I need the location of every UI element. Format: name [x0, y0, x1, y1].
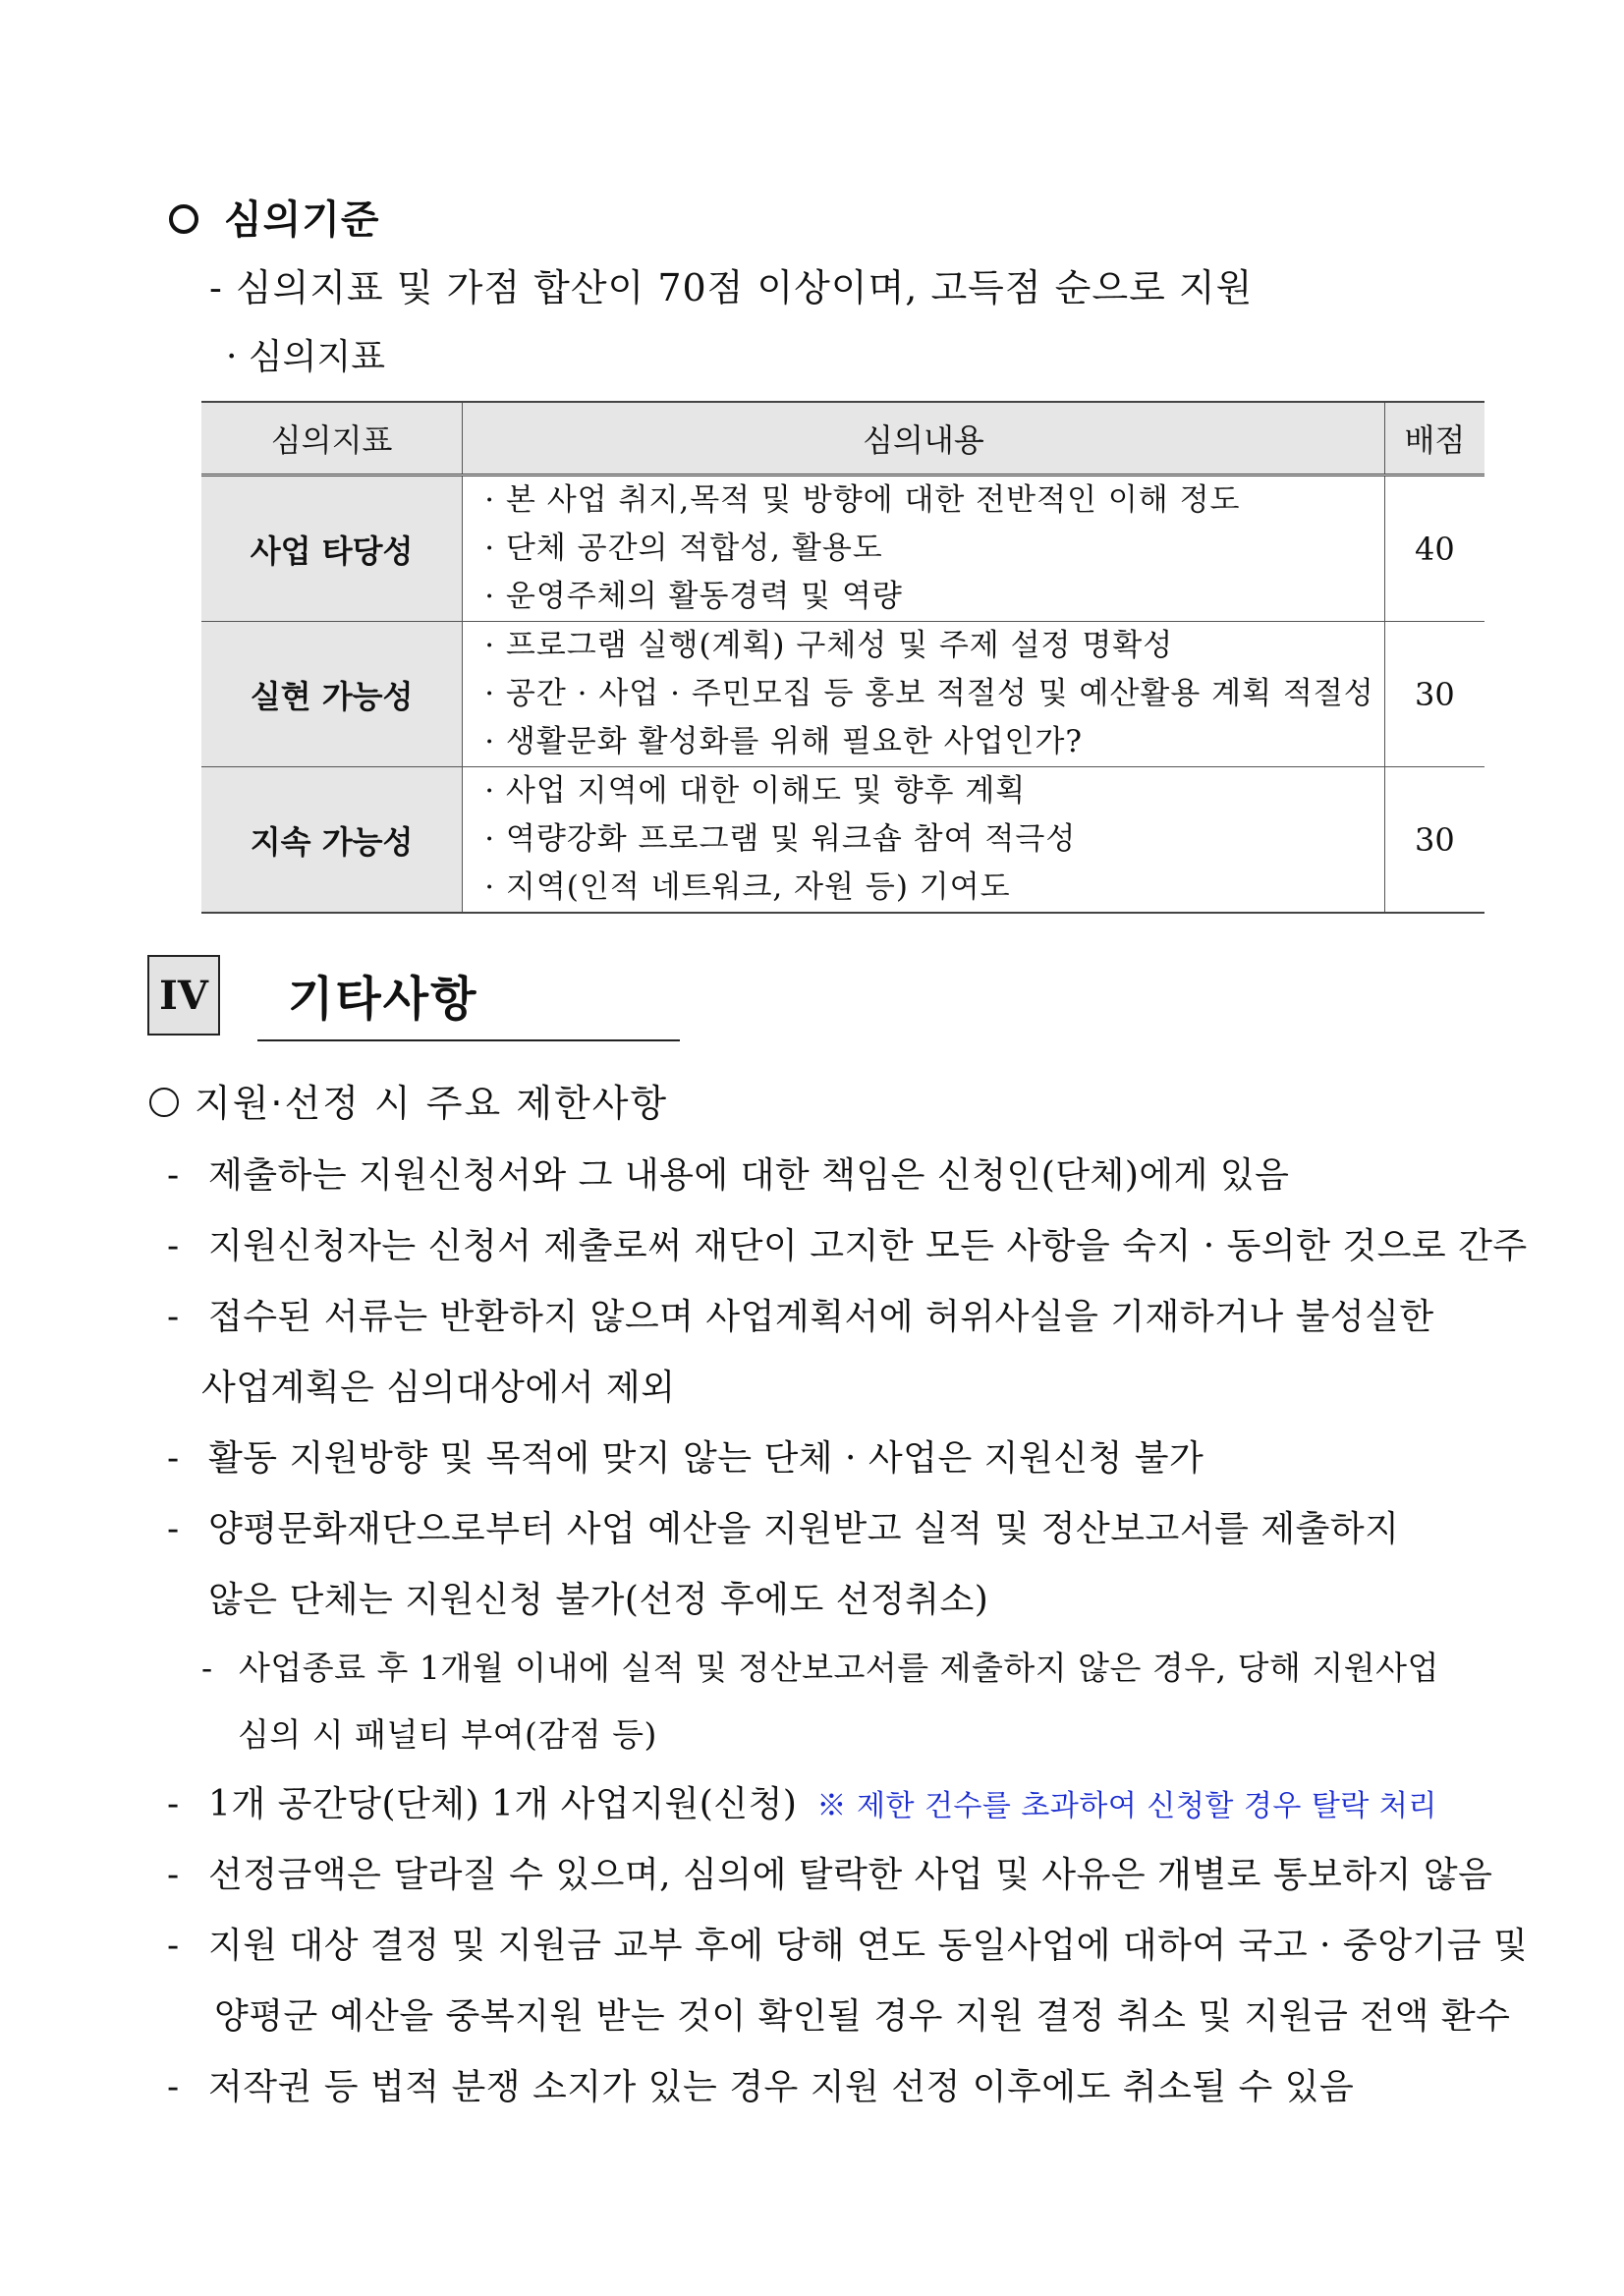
row-label: 사업 타당성: [201, 476, 463, 622]
list-item: - 활동 지원방향 및 목적에 맞지 않는 단체 · 사업은 지원신청 불가: [167, 1438, 1204, 1479]
list-item: - 저작권 등 법적 분쟁 소지가 있는 경우 지원 선정 이후에도 취소될 수 있음: [167, 2067, 1355, 2107]
row-item: · 운영주체의 활동경력 및 역량: [484, 579, 903, 614]
sub-list-item-continuation: 심의 시 패널티 부여(감점 등): [238, 1715, 657, 1754]
list-item: - 지원 대상 결정 및 지원금 교부 후에 당해 연도 동일사업에 대하여 국고 · 중앙기금 및: [167, 1926, 1529, 1966]
row-item: · 프로그램 실행(계획) 구체성 및 주제 설정 명확성: [484, 628, 1174, 663]
circle-bullet-icon: [169, 204, 198, 234]
list-item: - 1개 공간당(단체) 1개 사업지원(신청) ※ 제한 건수를 초과하여 신청할 경우 탈락 처리: [167, 1784, 1437, 1824]
section-underline: [257, 1039, 680, 1041]
section-number-box: IV: [147, 955, 220, 1036]
row-label: 지속 가능성: [201, 767, 463, 914]
row-item: · 공간 · 사업 · 주민모집 등 홍보 적절성 및 예산활용 계획 적절성: [484, 676, 1374, 711]
list-item: - 지원신청자는 신청서 제출로써 재단이 고지한 모든 사항을 숙지 · 동의한 것으로 간주: [167, 1226, 1528, 1266]
header-content: 심의내용: [463, 402, 1385, 476]
list-item: - 선정금액은 달라질 수 있으며, 심의에 탈락한 사업 및 사유은 개별로 통보하지 않음: [167, 1855, 1493, 1895]
note-text: ※ 제한 건수를 초과하여 신청할 경우 탈락 처리: [816, 1789, 1437, 1823]
list-item: - 제출하는 지원신청서와 그 내용에 대한 책임은 신청인(단체)에게 있음: [167, 1155, 1290, 1196]
row-content: [463, 622, 1385, 767]
list-item: - 접수된 서류는 반환하지 않으며 사업계획서에 허위사실을 기재하거나 불성실한: [167, 1297, 1434, 1337]
table-header-row: [201, 402, 1484, 476]
criteria-table: [201, 401, 1484, 914]
row-content: [463, 767, 1385, 914]
row-score: 40: [1384, 476, 1484, 622]
row-item: · 본 사업 취지,목적 및 방향에 대한 전반적인 이해 정도: [484, 482, 1241, 518]
criteria-line: - 심의지표 및 가점 합산이 70점 이상이며, 고득점 순으로 지원: [209, 266, 1254, 309]
criteria-subline: · 심의지표: [226, 337, 385, 377]
table-row: [201, 476, 1484, 622]
restrictions-heading: 지원·선정 시 주요 제한사항: [149, 1073, 668, 1127]
header-indicator: 심의지표: [201, 402, 463, 476]
sub-list-item: - 사업종료 후 1개월 이내에 실적 및 정산보고서를 제출하지 않은 경우, 당해 지원사업: [201, 1649, 1439, 1687]
row-score: 30: [1384, 622, 1484, 767]
row-label: 실현 가능성: [201, 622, 463, 767]
list-item-continuation: 양평군 예산을 중복지원 받는 것이 확인될 경우 지원 결정 취소 및 지원금 전액 환수: [214, 1996, 1511, 2037]
criteria-heading: 심의기준: [169, 189, 380, 245]
header-score: 배점: [1384, 402, 1484, 476]
list-item-continuation: 사업계획은 심의대상에서 제외: [201, 1368, 676, 1408]
list-item: - 양평문화재단으로부터 사업 예산을 지원받고 실적 및 정산보고서를 제출하지: [167, 1509, 1400, 1549]
row-item: · 생활문화 활성화를 위해 필요한 사업인가?: [484, 724, 1084, 759]
circle-bullet-icon: [149, 1088, 179, 1117]
table-row: [201, 622, 1484, 767]
row-item: · 단체 공간의 적합성, 활용도: [484, 531, 883, 566]
row-content: [463, 476, 1385, 622]
row-item: · 지역(인적 네트워크, 자원 등) 기여도: [484, 869, 1011, 905]
row-item: · 사업 지역에 대한 이해도 및 향후 계획: [484, 773, 1027, 809]
list-item-continuation: 않은 단체는 지원신청 불가(선정 후에도 선정취소): [208, 1580, 989, 1620]
row-score: 30: [1384, 767, 1484, 914]
section-title: 기타사항: [288, 972, 478, 1027]
row-item: · 역량강화 프로그램 및 워크숍 참여 적극성: [484, 821, 1077, 857]
table-row: [201, 767, 1484, 914]
